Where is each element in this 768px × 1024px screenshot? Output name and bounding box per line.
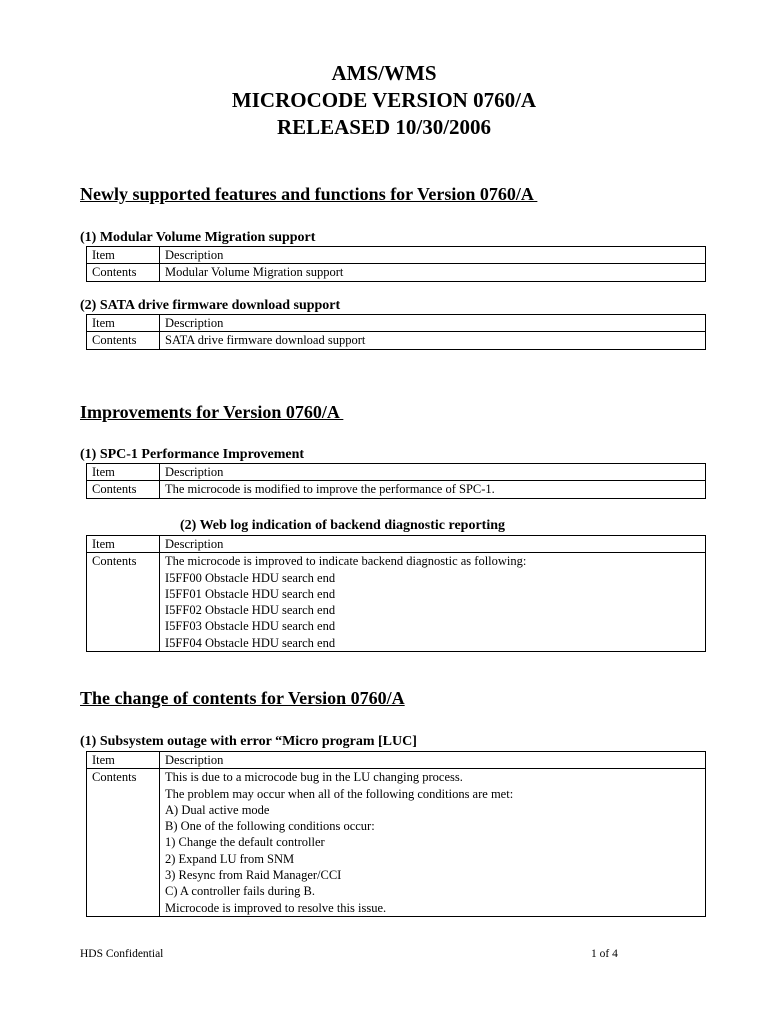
content-line: I5FF02 Obstacle HDU search end — [165, 603, 336, 618]
row-content — [160, 264, 706, 281]
table-header-row — [87, 464, 706, 481]
col-description-header: Description — [160, 315, 706, 332]
table-subsystem-outage — [86, 751, 706, 917]
col-description-header: Description — [160, 464, 706, 481]
item-heading-spc1: (1) SPC-1 Performance Improvement — [80, 447, 305, 462]
title-release-date: RELEASED 10/30/2006 — [276, 115, 492, 139]
col-item-header: Item — [87, 247, 160, 264]
table-row — [87, 553, 706, 652]
title-product: AMS/WMS — [331, 61, 437, 85]
content-line: A) Dual active mode — [165, 802, 270, 817]
table-row — [87, 481, 706, 498]
content-line: I5FF00 Obstacle HDU search end — [165, 570, 336, 585]
table-header-row — [87, 752, 706, 769]
row-content — [160, 553, 706, 652]
table-web-log — [86, 535, 706, 652]
content-line: 2) Expand LU from SNM — [165, 851, 295, 866]
col-item-header: Item — [87, 536, 160, 553]
table-sata-firmware — [86, 314, 706, 350]
content-line: This is due to a microcode bug in the LU changing process. — [165, 770, 463, 785]
table-spc1 — [86, 463, 706, 499]
footer-confidential: HDS Confidential — [80, 948, 164, 960]
row-label-contents: Contents — [87, 553, 160, 652]
col-description-header: Description — [160, 247, 706, 264]
section-heading-new-features: Newly supported features and functions for Version 0760/A — [80, 184, 538, 204]
table-volume-migration — [86, 246, 706, 282]
table-header-row — [87, 315, 706, 332]
table-row — [87, 264, 706, 281]
content-line: The microcode is modified to improve the performance of SPC-1. — [165, 482, 495, 497]
section-heading-improvements: Improvements for Version 0760/A — [80, 402, 344, 422]
item-heading-web-log: (2) Web log indication of backend diagnostic reporting — [180, 518, 506, 533]
content-line: Microcode is improved to resolve this issue. — [165, 900, 387, 915]
col-description-header: Description — [160, 536, 706, 553]
table-header-row — [87, 536, 706, 553]
row-content — [160, 769, 706, 917]
title-version: MICROCODE VERSION 0760/A — [231, 88, 537, 112]
table-row — [87, 769, 706, 917]
col-item-header: Item — [87, 315, 160, 332]
table-header-row — [87, 247, 706, 264]
content-line: 1) Change the default controller — [165, 835, 325, 850]
row-label-contents: Contents — [87, 332, 160, 349]
row-content — [160, 332, 706, 349]
content-line: Modular Volume Migration support — [165, 265, 344, 280]
item-heading-subsystem-outage: (1) Subsystem outage with error “Micro program [LUC] — [80, 734, 417, 749]
section-heading-change-of-contents: The change of contents for Version 0760/A — [80, 688, 405, 708]
content-line: B) One of the following conditions occur: — [165, 819, 375, 834]
content-line: I5FF01 Obstacle HDU search end — [165, 586, 336, 601]
content-line: 3) Resync from Raid Manager/CCI — [165, 868, 342, 883]
document-title — [0, 60, 768, 141]
content-line: I5FF04 Obstacle HDU search end — [165, 635, 336, 650]
content-line: SATA drive firmware download support — [165, 333, 366, 348]
row-label-contents: Contents — [87, 769, 160, 917]
content-line: C) A controller fails during B. — [165, 884, 315, 899]
item-heading-volume-migration: (1) Modular Volume Migration support — [80, 230, 316, 245]
col-item-header: Item — [87, 752, 160, 769]
col-item-header: Item — [87, 464, 160, 481]
row-label-contents: Contents — [87, 481, 160, 498]
table-row — [87, 332, 706, 349]
content-line: The microcode is improved to indicate backend diagnostic as following: — [165, 554, 527, 569]
item-heading-sata-firmware: (2) SATA drive firmware download support — [80, 298, 341, 313]
row-content — [160, 481, 706, 498]
row-label-contents: Contents — [87, 264, 160, 281]
content-line: The problem may occur when all of the following conditions are met: — [165, 786, 514, 801]
content-line: I5FF03 Obstacle HDU search end — [165, 619, 336, 634]
col-description-header: Description — [160, 752, 706, 769]
footer-page-number: 1 of 4 — [591, 948, 618, 960]
